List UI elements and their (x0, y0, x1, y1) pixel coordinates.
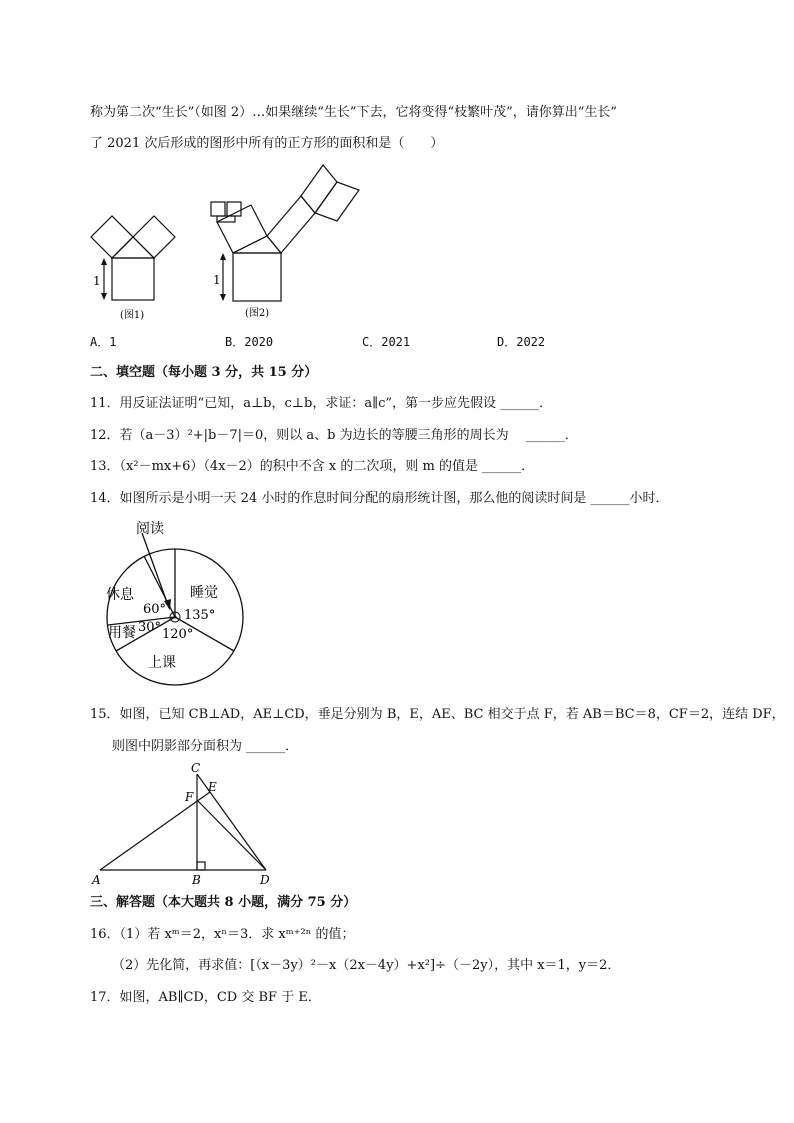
pie-chart (98, 515, 248, 695)
point-D-label: D (260, 873, 270, 887)
q15-text-line2: 则图中阴影部分面积为 ______． (112, 739, 299, 754)
q17-text: 17．如图，AB∥CD，CD 交 BF 于 E． (90, 990, 321, 1005)
q16-part1: 16．（1）若 xᵐ＝2，xⁿ＝3．求 xᵐ⁺²ⁿ 的值； (90, 927, 355, 942)
geometry-figure (88, 758, 288, 888)
point-B-label: B (192, 873, 201, 887)
segment-FD (197, 800, 266, 870)
growth-figure-1 (85, 205, 205, 325)
q16-part2: （2）先化简，再求值：[（x－3y）²－x（2x－4y）+x²]÷（－2y），其中 x＝1，y＝2． (112, 958, 621, 973)
option-a: A．1 (90, 335, 117, 349)
pie-angle-60: 60° (143, 602, 167, 617)
q10-text-line2: 了 2021 次后形成的图形中所有的正方形的面积和是（ ） (90, 136, 444, 151)
pie-angle-120: 120° (162, 627, 194, 642)
q13-text: 13．（x²－mx+6）（4x－2）的积中不含 x 的二次项，则 m 的值是 ______． (90, 459, 535, 474)
fig1-left-square (91, 216, 133, 258)
option-b: B．2020 (225, 335, 274, 349)
pie-label-reading: 阅读 (136, 521, 164, 537)
point-A-label: A (92, 873, 101, 887)
point-C-label: C (191, 761, 201, 775)
section2-heading: 二、填空题（每小题 3 分，共 15 分） (90, 365, 318, 380)
fig1-side-label: 1 (93, 274, 101, 288)
fig2-base-square (233, 253, 281, 301)
option-d: D．2022 (497, 335, 546, 349)
fig1-base-square (112, 258, 154, 300)
fig2-caption: (图2) (245, 308, 270, 319)
q12-text: 12．若（a－3）²+|b－7|＝0，则以 a、b 为边长的等腰三角形的周长为 ______． (90, 428, 578, 443)
pie-angle-135: 135° (184, 608, 216, 623)
q11-text: 11．用反证法证明“已知，a⊥b，c⊥b，求证：a∥c”，第一步应先假设 ______． (90, 396, 553, 411)
pie-label-class: 上课 (148, 655, 176, 671)
right-angle-mark (197, 862, 205, 870)
segment-AE (100, 792, 210, 870)
point-E-label: E (208, 780, 217, 794)
growth-figure-2 (205, 160, 375, 330)
option-c: C．2021 (362, 335, 411, 349)
fig2-side-label: 1 (213, 273, 221, 287)
point-F-label: F (185, 790, 194, 804)
q14-text: 14．如图所示是小明一天 24 小时的作息时间分配的扇形统计图，那么他的阅读时间是 ______小时． (90, 491, 669, 506)
fig1-triangle (112, 237, 154, 258)
q10-text-line1: 称为第二次“生长”（如图 2）…如果继续“生长”下去，它将变得“枝繁叶茂”，请你算出“生长” (90, 105, 618, 120)
fig1-right-square (133, 216, 175, 258)
pie-angle-30: 30° (138, 620, 162, 635)
pie-label-meal: 用餐 (108, 625, 136, 641)
pie-label-rest: 休息 (106, 587, 134, 603)
fig1-caption: (图1) (120, 310, 145, 321)
section3-heading: 三、解答题（本大题共 8 小题，满分 75 分） (90, 895, 357, 910)
pie-label-sleep: 睡觉 (190, 585, 218, 601)
q15-text-line1: 15．如图，已知 CB⊥AD，AE⊥CD，垂足分别为 B，E，AE、BC 相交于点 F，若 AB＝BC＝8，CF＝2，连结 DF， (90, 707, 785, 722)
